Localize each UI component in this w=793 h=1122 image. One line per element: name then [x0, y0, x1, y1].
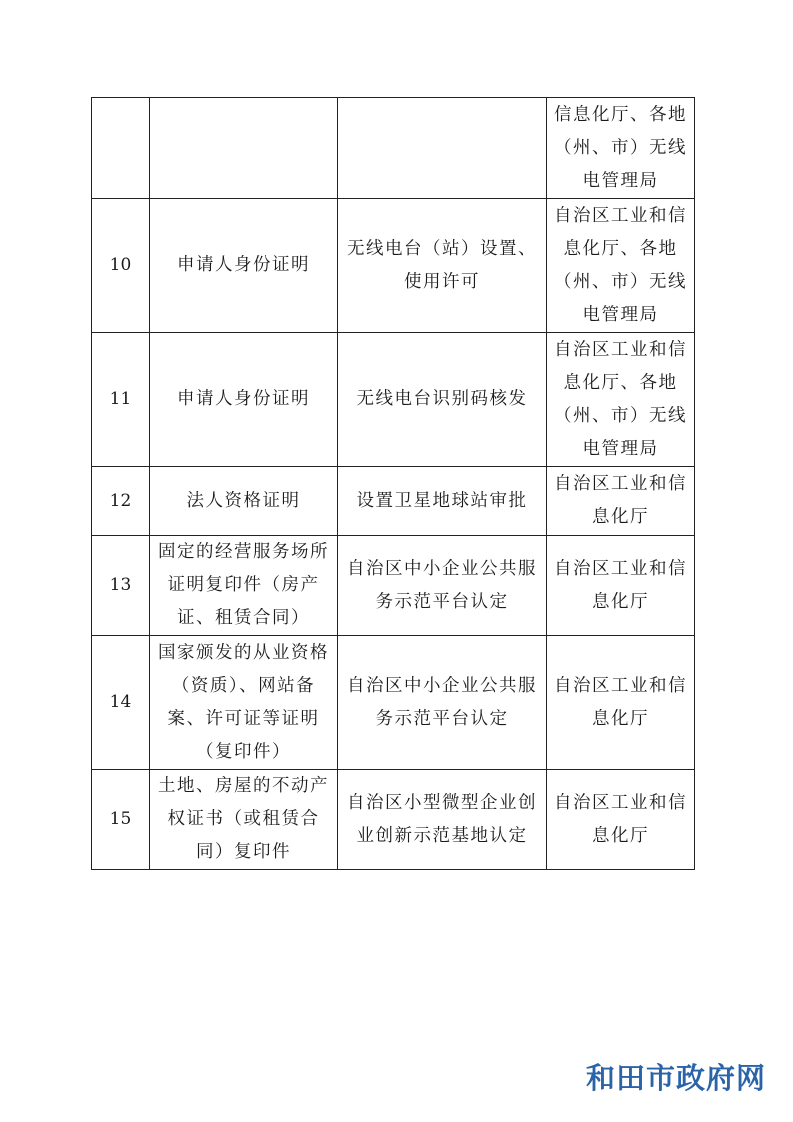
table-row [92, 333, 695, 467]
item-cell: 自治区小型微型企业创业创新示范基地认定 [338, 770, 547, 870]
site-watermark: 和田市政府网 [586, 1061, 767, 1095]
materials-table [91, 97, 695, 870]
item-cell: 无线电台（站）设置、使用许可 [338, 199, 547, 333]
table-row [92, 199, 695, 333]
authority-cell: 自治区工业和信息化厅 [547, 536, 695, 636]
row-number: 14 [92, 636, 150, 770]
row-number: 13 [92, 536, 150, 636]
row-number: 12 [92, 467, 150, 536]
table-row [92, 98, 695, 199]
material-cell: 法人资格证明 [150, 467, 338, 536]
item-cell: 自治区中小企业公共服务示范平台认定 [338, 536, 547, 636]
authority-cell: 自治区工业和信息化厅 [547, 636, 695, 770]
authority-cell: 信息化厅、各地（州、市）无线电管理局 [547, 98, 695, 199]
table-row [92, 536, 695, 636]
item-cell: 无线电台识别码核发 [338, 333, 547, 467]
item-cell: 自治区中小企业公共服务示范平台认定 [338, 636, 547, 770]
material-cell: 国家颁发的从业资格（资质）、网站备案、许可证等证明（复印件） [150, 636, 338, 770]
row-number: 11 [92, 333, 150, 467]
material-cell: 申请人身份证明 [150, 333, 338, 467]
row-number: 10 [92, 199, 150, 333]
row-number [92, 98, 150, 199]
material-cell [150, 98, 338, 199]
authority-cell: 自治区工业和信息化厅、各地（州、市）无线电管理局 [547, 333, 695, 467]
material-cell: 申请人身份证明 [150, 199, 338, 333]
material-cell: 土地、房屋的不动产权证书（或租赁合同）复印件 [150, 770, 338, 870]
material-cell: 固定的经营服务场所证明复印件（房产证、租赁合同） [150, 536, 338, 636]
authority-cell: 自治区工业和信息化厅、各地（州、市）无线电管理局 [547, 199, 695, 333]
authority-cell: 自治区工业和信息化厅 [547, 770, 695, 870]
authority-cell: 自治区工业和信息化厅 [547, 467, 695, 536]
table-row [92, 467, 695, 536]
table-row [92, 636, 695, 770]
row-number: 15 [92, 770, 150, 870]
item-cell: 设置卫星地球站审批 [338, 467, 547, 536]
item-cell [338, 98, 547, 199]
table-row [92, 770, 695, 870]
